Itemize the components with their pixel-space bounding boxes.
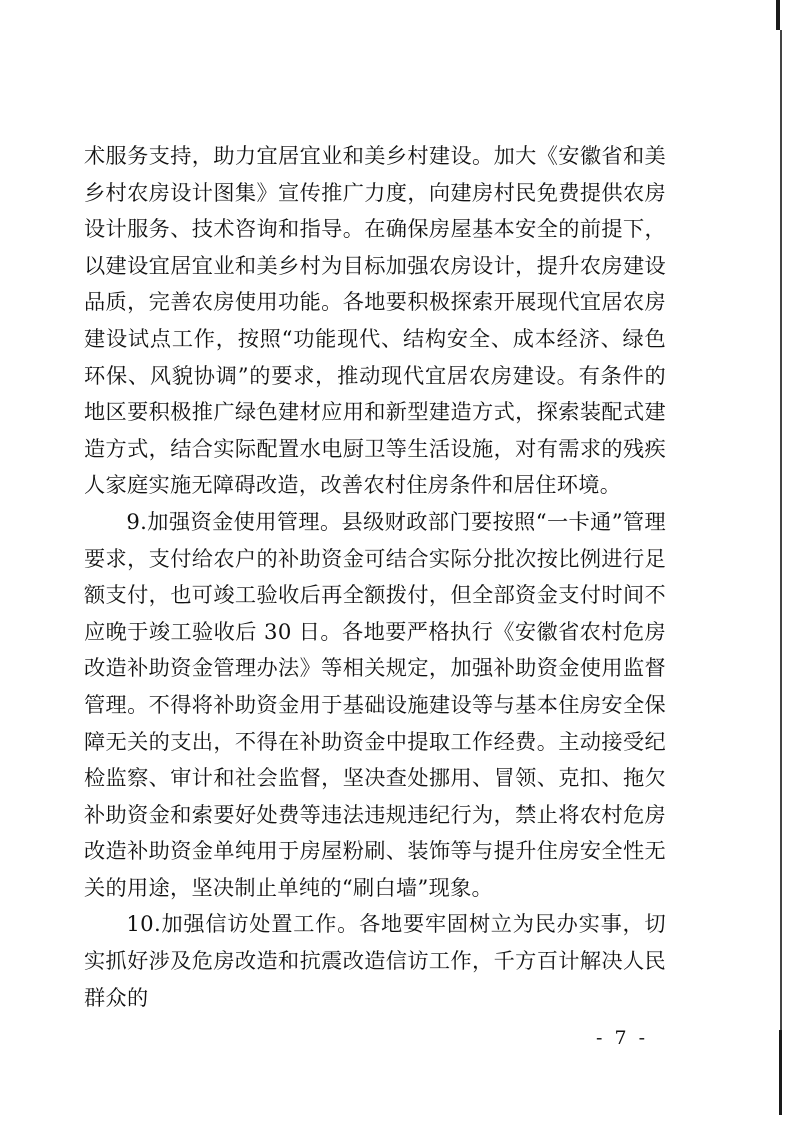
body-text — [84, 138, 666, 1016]
paragraph-continuation: 术服务支持，助力宜居宜业和美乡村建设。加大《安徽省和美乡村农房设计图集》宣传推广力度，向建房村民免费提供农房设计服务、技术咨询和指导。在确保房屋基本安全的前提下，以建设宜居宜业和美乡村为目标加强农房设计，提升农房建设品质，完善农房使用功能。各地要积极探索开展现代宜居农房建设试点工作，按照“功能现代、结构安全、成本经济、绿色环保、风貌协调”的要求，推动现代宜居农房建设。有条件的地区要积极推广绿色建材应用和新型建造方式，探索装配式建造方式，结合实际配置水电厨卫等生活设施，对有需求的残疾人家庭实施无障碍改造，改善农村住房条件和居住环境。 — [84, 143, 666, 498]
scan-edge-mark — [779, 1030, 782, 1115]
paragraph-item-10: 10.加强信访处置工作。各地要牢固树立为民办实事，切实抓好涉及危房改造和抗震改造信访工作，千方百计解决人民群众的 — [84, 911, 666, 1010]
scan-edge-line — [780, 30, 782, 1030]
paragraph-item-9: 9.加强资金使用管理。县级财政部门要按照“一卡通”管理要求，支付给农户的补助资金可结合实际分批次按比例进行足额支付，也可竣工验收后再全额拨付，但全部资金支付时间不应晚于竣工验收后 30 日。各地要严格执行《安徽省农村危房改造补助资金管理办法》等相关规定，加强补助资金使用监督管理。不得将补助资金用于基础设施建设等与基本住房安全保障无关的支出，不得在补助资金中提取工作经费。主动接受纪检监察、审计和社会监督，坚决查处挪用、冒领、克扣、拖欠补助资金和索要好处费等违法违规违纪行为，禁止将农村危房改造补助资金单纯用于房屋粉刷、装饰等与提升住房安全性无关的用途，坚决制止单纯的“刷白墙”现象。 — [84, 508, 666, 900]
scan-edge-mark — [776, 0, 780, 30]
page-number: - 7 - — [596, 1027, 649, 1049]
